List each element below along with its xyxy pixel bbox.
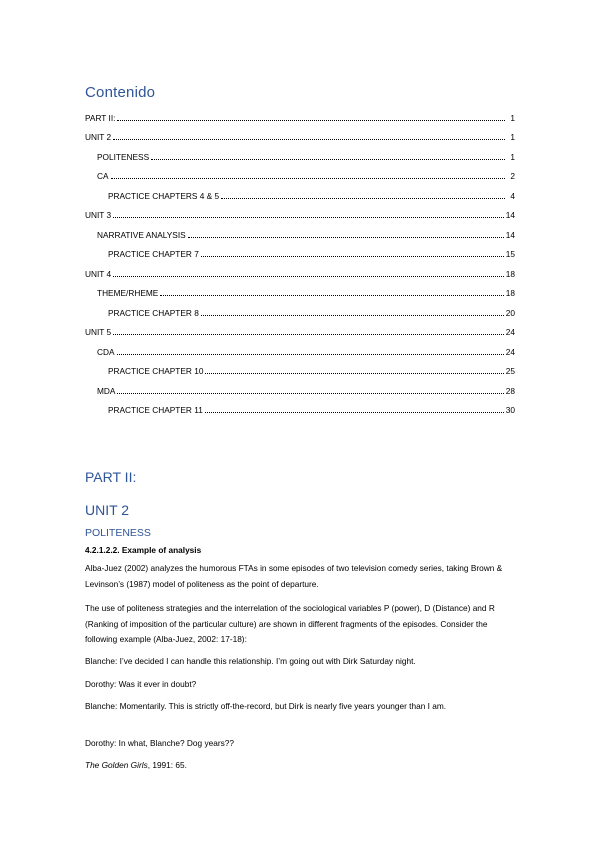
toc-entry-page: 24	[505, 346, 515, 357]
toc-entry-page: 28	[505, 385, 515, 396]
toc-entry-label: MDA	[97, 385, 116, 396]
toc-entry[interactable]	[85, 220, 515, 240]
toc-entry[interactable]	[85, 240, 515, 260]
toc-entry-label: PRACTICE CHAPTER 10	[108, 366, 204, 376]
toc-entry-page: 1	[510, 151, 515, 162]
toc-entry[interactable]	[85, 201, 515, 221]
toc-leader-dots	[221, 198, 505, 199]
toc-leader-dots	[113, 334, 504, 335]
toc-entry[interactable]	[85, 259, 515, 279]
toc-entry-label: POLITENESS	[97, 151, 150, 162]
paragraph: Blanche: I’ve decided I can handle this relationship. I’m going out with Dirk Saturday night.	[85, 656, 416, 666]
toc-entry-label: CA	[97, 171, 109, 181]
toc-leader-dots	[117, 354, 504, 355]
toc-leader-dots	[113, 139, 505, 140]
toc-entry-page: 18	[505, 268, 515, 279]
paragraph: Dorothy: In what, Blanche? Dog years??	[85, 738, 234, 748]
toc-entry-page: 24	[505, 327, 515, 337]
toc-entry-page: 25	[505, 366, 515, 376]
toc-entry-page: 20	[505, 307, 515, 318]
citation-detail: , 1991: 65.	[147, 760, 187, 770]
toc-leader-dots	[117, 120, 505, 121]
toc-entry[interactable]	[85, 396, 515, 416]
toc-entry-page: 18	[505, 288, 515, 298]
toc-entry-page: 14	[505, 229, 515, 240]
toc-entry-page: 15	[505, 249, 515, 259]
citation-title: The Golden Girls	[85, 760, 148, 770]
toc-leader-dots	[201, 256, 504, 257]
part-heading: PART II:	[85, 469, 137, 485]
toc-entry-label: THEME/RHEME	[97, 288, 159, 298]
table-of-contents	[85, 103, 515, 415]
toc-entry[interactable]	[85, 142, 515, 162]
toc-entry-page: 2	[510, 171, 515, 181]
toc-leader-dots	[111, 178, 505, 179]
toc-entry-label: UNIT 3	[85, 210, 112, 220]
toc-leader-dots	[201, 315, 504, 316]
paragraph: Dorothy: Was it ever in doubt?	[85, 679, 197, 689]
toc-entry-page: 1	[510, 112, 515, 123]
toc-entry-label: NARRATIVE ANALYSIS	[97, 229, 186, 240]
toc-leader-dots	[113, 217, 504, 218]
toc-entry-page: 14	[505, 210, 515, 220]
toc-entry[interactable]	[85, 162, 515, 182]
paragraph: The use of politeness strategies and the interrelation of the sociological variables P (power), D (Distance) and R (Ranking of imposition of the particular culture) are shown in different fragments of the episodes. Consider the following example (Alba-Juez, 2002: 17-18):	[85, 603, 495, 644]
toc-entry[interactable]	[85, 376, 515, 396]
toc-entry-label: UNIT 4	[85, 268, 112, 279]
citation	[85, 758, 515, 774]
toc-leader-dots	[151, 159, 505, 160]
toc-leader-dots	[117, 393, 503, 394]
toc-entry[interactable]	[85, 318, 515, 338]
toc-entry[interactable]	[85, 357, 515, 377]
toc-entry-label: PRACTICE CHAPTER 8	[108, 307, 199, 318]
toc-entry[interactable]	[85, 181, 515, 201]
toc-leader-dots	[205, 412, 504, 413]
subsection-heading: 4.2.1.2.2. Example of analysis	[85, 545, 202, 555]
toc-entry[interactable]	[85, 123, 515, 143]
toc-entry[interactable]	[85, 279, 515, 299]
toc-leader-dots	[205, 373, 503, 374]
toc-title: Contenido	[85, 84, 156, 101]
toc-entry-label: PRACTICE CHAPTERS 4 & 5	[108, 190, 220, 201]
paragraph: Blanche: Momentarily. This is strictly off-the-record, but Dirk is nearly five years younger than I am.	[85, 701, 447, 711]
toc-entry-page: 30	[505, 405, 515, 415]
toc-entry-label: UNIT 5	[85, 327, 112, 337]
unit-heading: UNIT 2	[85, 502, 130, 518]
toc-entry-page: 4	[510, 190, 515, 201]
toc-entry-label: PRACTICE CHAPTER 11	[108, 405, 203, 415]
toc-leader-dots	[160, 295, 503, 296]
toc-entry[interactable]	[85, 103, 515, 123]
toc-entry[interactable]	[85, 337, 515, 357]
paragraph: Alba-Juez (2002) analyzes the humorous FTAs in some episodes of two television comedy series, taking Brown & Levinson’s (1987) model of politeness as the point of departure.	[85, 563, 503, 589]
toc-entry-label: PRACTICE CHAPTER 7	[108, 249, 199, 259]
toc-leader-dots	[188, 237, 504, 238]
toc-entry[interactable]	[85, 298, 515, 318]
toc-leader-dots	[113, 276, 504, 277]
toc-entry-label: CDA	[97, 346, 115, 357]
toc-entry-label: PART II:	[85, 112, 116, 123]
section-heading: POLITENESS	[85, 527, 151, 539]
toc-entry-label: UNIT 2	[85, 132, 112, 142]
toc-entry-page: 1	[510, 132, 515, 142]
